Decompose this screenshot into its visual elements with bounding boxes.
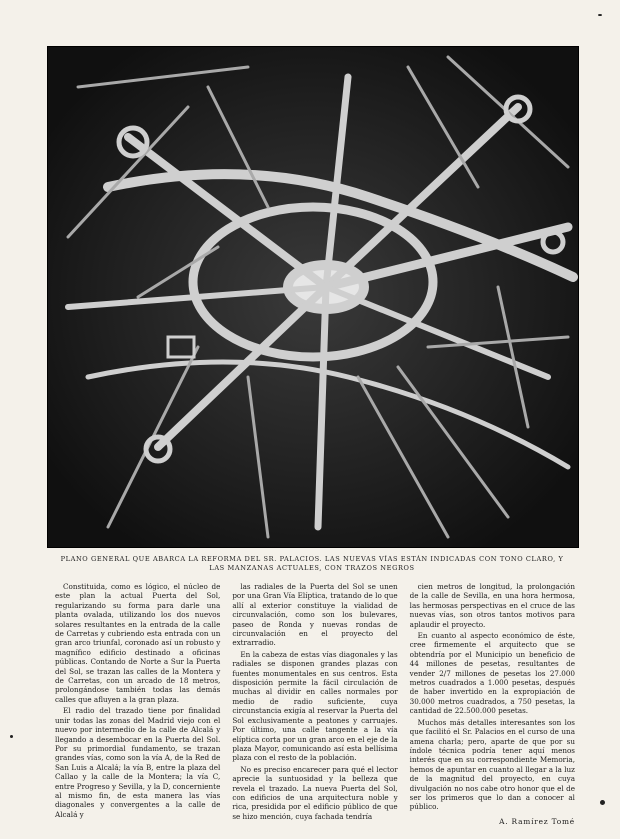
figure-caption: PLANO GENERAL QUE ABARCA LA REFORMA DEL SR. PALACIOS. LAS NUEVAS VÍAS ESTÁN INDICADAS CON TONO CLARO, Y LAS MANZANAS ACTUALES, CON TRAZOS NEGROS	[60, 555, 564, 572]
city-plan-photo	[47, 46, 579, 548]
paragraph: El radio del trazado tiene por finalidad unir todas las zonas del Madrid viejo con el nuevo por intermedio de la calle de Alcalá y llegando a desembocar en la Puerta del Sol. Por su primordial fundamento, se trazan grandes vías, como son la vía A, de la Red de San Luis a Alcalá; la vía B, entre la plaza del Callao y la calle de la Montera; la vía C, entre Progreso y Sevilla, y la D, concerniente al mismo fin, de esta manera las vías diagonales y convergentes a la calle de Alcalá y	[55, 706, 221, 819]
article-body	[55, 582, 575, 826]
article-column	[409, 582, 575, 826]
paragraph: las radiales de la Puerta del Sol se unen por una Gran Vía Elíptica, tratando de lo que allí al exterior constituye la vialidad de circunvalación, como son los bulevares, paseo de Ronda y nuevas rondas de circunvalación en el proyecto del extrarradio.	[232, 582, 398, 648]
print-speck	[598, 14, 602, 16]
paragraph: En cuanto al aspecto económico de éste, cree firmemente el arquitecto que se obtendría por el Municipio un beneficio de 44 millones de pesetas, resultantes de vender 2/7 millones de pesetas los 27.000 metros cuadrados a 1.000 pesetas, después de haber invertido en la expropiación de 30.000 metros cuadrados, a 750 pesetas, la cantidad de 22.500.000 pesetas.	[409, 631, 575, 716]
paragraph: Muchos más detalles interesantes son los que facilitó el Sr. Palacios en el curso de una amena charla; pero, aparte de que por su índole técnica podría tener aquí menos interés que en su correspondiente Memoria, hemos de apuntar en cuanto al llegar a la luz de la magnitud del proyecto, en cuya divulgación no nos cabe otro honor que el de ser los primeros que lo dan a conocer al público.	[409, 717, 575, 812]
paragraph: En la cabeza de estas vías diagonales y las radiales se disponen grandes plazas con fuentes monumentales en sus centros. Esta disposición permite la fácil circulación de muchas al dividir en calles normales por medio de radio suficiente, cuya circunstancia exigía al reservar la Puerta del Sol exclusivamente a peatones y carruajes. Por último, una calle tangente a la vía elíptica corta por un gran arco en el eje de la plaza Mayor, comunicando así esta bellísima plaza con el resto de la población.	[232, 649, 398, 763]
article-column	[55, 582, 220, 818]
print-speck	[600, 800, 605, 805]
print-speck	[10, 735, 13, 738]
article-column	[232, 582, 398, 821]
author-signature: A. Ramírez Tomé	[499, 816, 575, 826]
paragraph: No es preciso encarecer para qué el lector aprecie la suntuosidad y la belleza que revela el trazado. La nueva Puerta del Sol, con edificios de una arquitectura noble y rica, presidida por el edificio público de que se hizo mención, cuya fachada tendría	[232, 764, 398, 821]
paragraph: Constituida, como es lógico, el núcleo de este plan la actual Puerta del Sol, regularizando su forma para darle una planta ovalada, utilizando los dos nuevos solares resultantes en la entrada de la calle de Carretas y cubriendo esta entrada con un gran arco triunfal, coronado así un robusto y magnífico edificio destinado a oficinas públicas. Contando de Norte a Sur la Puerta del Sol, se trazan las calles de la Montera y de Carretas, con un arcado de 18 metros, prolongándose también todas las demás calles que afluyen a la gran plaza.	[55, 582, 221, 704]
paragraph: cien metros de longitud, la prolongación de la calle de Sevilla, en una hora hermosa, las hermosas perspectivas en el cruce de las nuevas vías, son otros tantos motivos para aplaudir el proyecto.	[409, 582, 575, 629]
city-plan-map-icon	[48, 47, 578, 547]
